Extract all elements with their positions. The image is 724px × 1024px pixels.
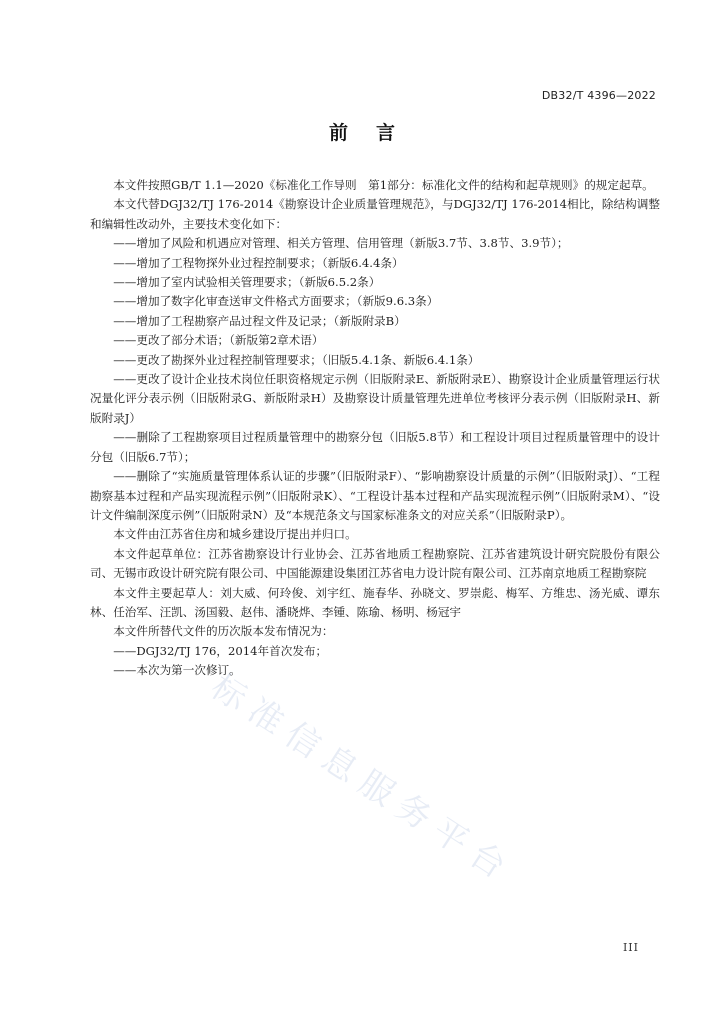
change-item: ——增加了工程物探外业过程控制要求；（新版6.4.4条）: [113, 255, 404, 270]
change-item: ——增加了数字化审查送审文件格式方面要求；（新版9.6.3条）: [113, 294, 439, 309]
page-number: III: [622, 941, 639, 954]
change-item: ——删除了“实施质量管理体系认证的步骤”（旧版附录F）、“影响勘察设计质量的示例”（旧版附录J）、“工程勘察基本过程和产品实现流程示例”（旧版附录K）、“工程设计基本过程和产品实现流程示例”（旧版附录M）、“设计文件编制深度示例”（旧版附录N）及“本规范条文与国家标准条文的对应关系”（旧版附录P）。: [90, 469, 660, 522]
change-item: ——增加了室内试验相关管理要求；（新版6.5.2条）: [113, 275, 381, 290]
change-item: ——更改了部分术语；（新版第2章术语）: [113, 333, 324, 348]
paragraph-history-intro: 本文件所替代文件的历次版本发布情况为：: [113, 624, 334, 639]
paragraph-drafting-units: 本文件起草单位：江苏省勘察设计行业协会、江苏省地质工程勘察院、江苏省建筑设计研究院股份有限公司、无锡市政设计研究院有限公司、中国能源建设集团江苏省电力设计院有限公司、江苏南京地质工程勘察院: [90, 546, 660, 581]
change-item: ——更改了勘探外业过程控制管理要求；（旧版5.4.1条、新版6.4.1条）: [113, 352, 480, 367]
foreword-body: [90, 176, 660, 681]
standard-code: DB32/T 4396—2022: [541, 89, 656, 102]
change-item: ——增加了风险和机遇应对管理、相关方管理、信用管理（新版3.7节、3.8节、3.9节）；: [113, 236, 569, 251]
history-item: ——DGJ32/TJ 176，2014年首次发布；: [113, 643, 328, 658]
watermark: 标准信息服务平台: [203, 666, 521, 892]
history-item: ——本次为第一次修订。: [113, 663, 241, 678]
paragraph-drafting-rules: 本文件按照GB/T 1.1—2020《标准化工作导则 第1部分：标准化文件的结构和起草规则》的规定起草。: [113, 178, 654, 192]
page-title: 前言: [328, 122, 423, 144]
paragraph-replacement: 本文代替DGJ32/TJ 176-2014《勘察设计企业质量管理规范》，与DGJ32/TJ 176-2014相比，除结构调整和编辑性改动外，主要技术变化如下：: [90, 197, 660, 231]
change-item: ——更改了设计企业技术岗位任职资格规定示例（旧版附录E、新版附录E）、勘察设计企业质量管理运行状况量化评分表示例（旧版附录G、新版附录H）及勘察设计质量管理先进单位考核评分表示例（旧版附录H、新版附录J）: [90, 372, 660, 425]
paragraph-proposer: 本文件由江苏省住房和城乡建设厅提出并归口。: [113, 527, 357, 542]
change-item: ——删除了工程勘察项目过程质量管理中的勘察分包（旧版5.8节）和工程设计项目过程质量管理中的设计分包（旧版6.7节）；: [90, 430, 660, 464]
change-item: ——增加了工程勘察产品过程文件及记录；（新版附录B）: [113, 313, 406, 328]
paragraph-drafters: 本文件主要起草人：刘大威、何玲俊、刘宇红、施春华、孙晓文、罗崇彪、梅军、方维忠、汤光威、谭东林、任治军、汪凯、汤国毅、赵伟、潘晓烨、李锺、陈瑜、杨明、杨冠宇: [90, 585, 660, 619]
